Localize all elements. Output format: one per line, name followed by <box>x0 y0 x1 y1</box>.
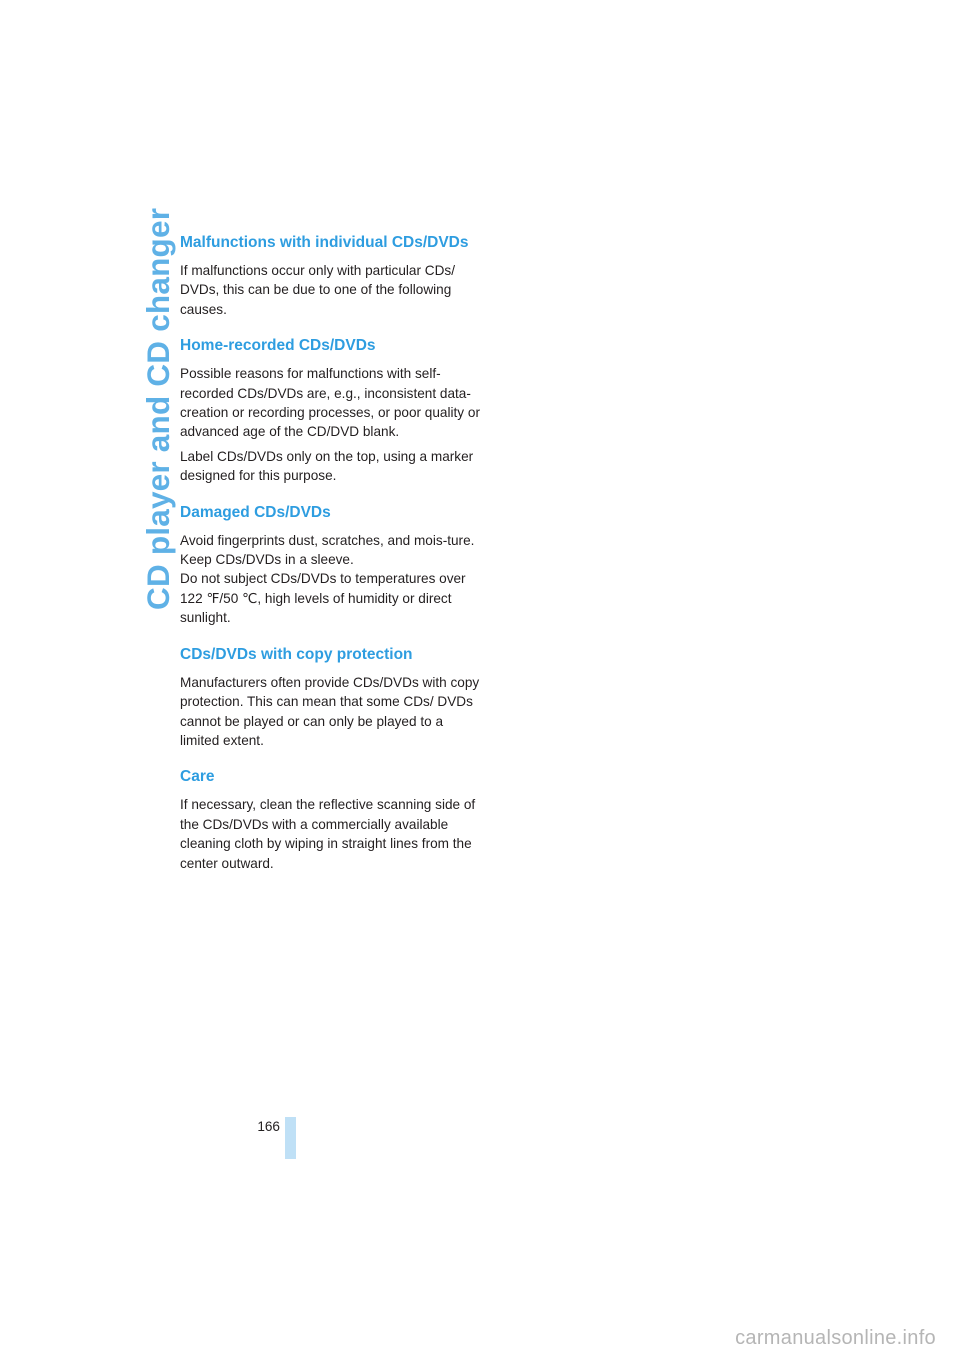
damaged-line-sleeve: Keep CDs/DVDs in a sleeve. <box>180 552 354 568</box>
section-heading-home-recorded: Home-recorded CDs/DVDs <box>180 337 376 355</box>
paragraph-damaged <box>180 531 480 628</box>
paragraph-malfunctions: If malfunctions occur only with particular CDs/ DVDs, this can be due to one of the following causes. <box>180 263 455 317</box>
paragraph-home-recorded-labeling: Label CDs/DVDs only on the top, using a marker designed for this purpose. <box>180 448 474 484</box>
watermark: carmanualsonline.info <box>735 1327 936 1349</box>
page-number: 166 <box>257 1119 280 1134</box>
section-heading-damaged: Damaged CDs/DVDs <box>180 503 331 521</box>
page-content <box>180 226 480 873</box>
section-heading-copy-protection: CDs/DVDs with copy protection <box>180 645 413 663</box>
paragraph-home-recorded-reasons: Possible reasons for malfunctions with self-recorded CDs/DVDs are, e.g., inconsistent data-creation or recording processes, or poor quality or advanced age of the CD/DVD blank. <box>180 366 480 440</box>
paragraph-care: If necessary, clean the reflective scanning side of the CDs/DVDs with a commercially available cleaning cloth by wiping in straight lines from the center outward. <box>180 797 476 871</box>
damaged-line-fingerprints: Avoid fingerprints dust, scratches, and mois-ture. <box>180 532 475 548</box>
section-heading-malfunctions: Malfunctions with individual CDs/DVDs <box>180 234 469 251</box>
section-heading-care: Care <box>180 768 215 786</box>
damaged-line-temperature: Do not subject CDs/DVDs to temperatures over 122 ℉/50 ℃, high levels of humidity or direct sunlight. <box>180 571 466 626</box>
paragraph-copy-protection: Manufacturers often provide CDs/DVDs with copy protection. This can mean that some CDs/ DVDs cannot be played or can only be played to a limited extent. <box>180 674 480 748</box>
page-marker-bar <box>285 1117 296 1159</box>
chapter-side-title: CD player and CD changer <box>140 207 176 610</box>
